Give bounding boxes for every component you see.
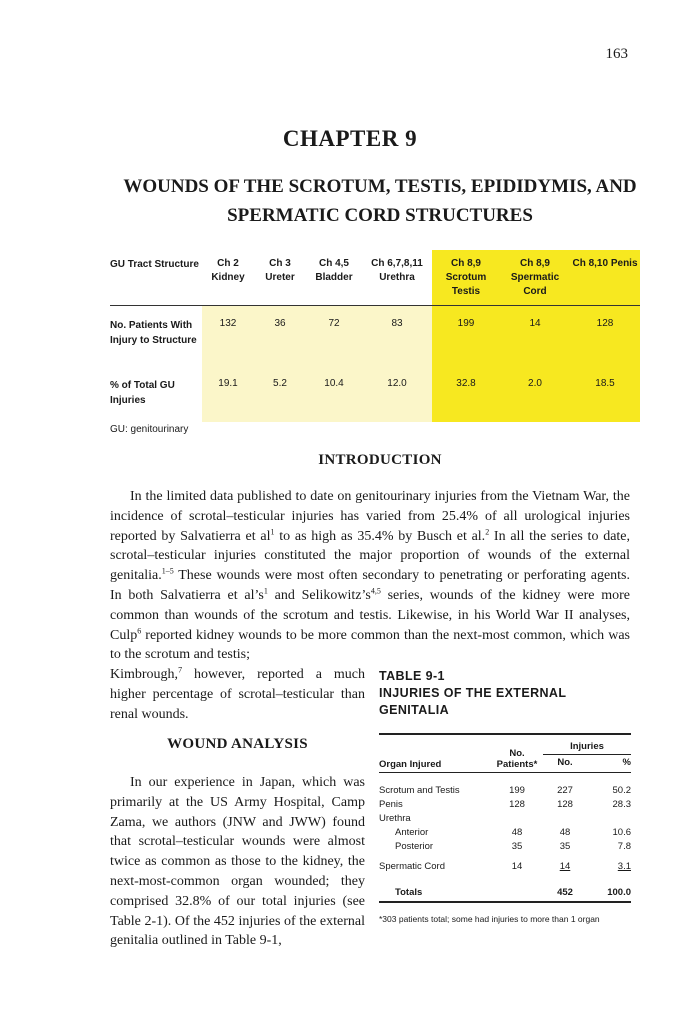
col-no-header: No. (543, 755, 587, 773)
patients-cell: 199 (509, 784, 525, 796)
organ-cell: Posterior (395, 840, 434, 852)
summary-footnote: GU: genitourinary (110, 424, 189, 435)
table-row (379, 825, 631, 839)
summary-col-header: Ch 2 Kidney (202, 250, 254, 306)
summary-row-label: No. Patients With Injury to Structure (110, 320, 197, 346)
injuries-no-cell: 14 (559, 860, 571, 872)
summary-row-percent (110, 372, 640, 422)
injuries-pct-cell: 50.2 (612, 784, 631, 796)
table-9-1 (379, 668, 631, 925)
text-run: and Selikowitz’s (267, 587, 371, 603)
col-injuries-header: Injuries (543, 734, 631, 755)
table-row (379, 811, 631, 825)
table-row (379, 853, 631, 873)
text-run: to as high as 35.4% by Busch et al. (274, 528, 486, 544)
patients-cell: 128 (509, 798, 525, 810)
summary-cell: 12.0 (362, 372, 432, 422)
totals-no: 452 (543, 873, 587, 902)
organ-cell: Scrotum and Testis (379, 784, 460, 796)
text-run: series, wounds of the kidney were more common than wounds of the scrotum and testis. Likewise, in his World War II analyses, Culp (110, 587, 630, 643)
citation: 4,5 (370, 586, 381, 596)
injuries-no-cell: 227 (557, 784, 573, 796)
summary-col-header: Ch 8,10 Penis (570, 250, 640, 306)
chapter-title: CHAPTER 9 (282, 126, 418, 151)
summary-cell: 132 (202, 306, 254, 373)
injuries-pct-cell (587, 811, 631, 825)
text-run: In our experience in Japan, which was primarily at the US Army Hospital, Camp Zama, we authors (JNW and JWW) found that scrotal–testicular wounds were almost twice as common as those to the kidney, the next-most-common organ wounded; they comprised 32.8% of our total injuries (see Table 2-1). Of the 452 injuries of the external genitalia outlined in Table 9-1, (110, 775, 365, 949)
chapter-subtitle: WOUNDS OF THE SCROTUM, TESTIS, EPIDIDYMIS, AND SPERMATIC CORD STRUCTURES (123, 176, 637, 226)
table-row (379, 783, 631, 797)
organ-cell: Spermatic Cord (379, 860, 445, 872)
injuries-pct-cell: 3.1 (617, 860, 631, 872)
table-row (379, 797, 631, 811)
introduction-paragraph (110, 487, 630, 665)
table-9-1-title: INJURIES OF THE EXTERNAL GENITALIA (379, 686, 567, 717)
injuries-pct-cell: 28.3 (612, 798, 631, 810)
page-number: 163 (605, 46, 628, 62)
summary-cell: 128 (570, 306, 640, 373)
text-run: however, reported a much higher percentage of scrotal–testicular than renal wounds. (110, 667, 365, 722)
summary-cell: 36 (254, 306, 306, 373)
citation: 7 (178, 665, 183, 675)
injuries-no-cell (543, 811, 587, 825)
summary-col-header: Ch 6,7,8,11 Urethra (362, 250, 432, 306)
wound-analysis-paragraph (110, 773, 365, 951)
summary-cell: 2.0 (500, 372, 570, 422)
patients-cell: 14 (511, 860, 523, 872)
summary-cell: 14 (500, 306, 570, 373)
injuries-no-cell: 35 (559, 840, 571, 852)
citation: 1–5 (161, 566, 174, 576)
summary-row-label: % of Total GU Injuries (110, 380, 175, 406)
injuries-pct-cell: 7.8 (617, 840, 631, 852)
totals-row (379, 873, 631, 902)
citation: 1 (270, 526, 275, 536)
gu-summary-table (110, 250, 640, 422)
patients-cell (491, 811, 543, 825)
introduction-continuation (110, 665, 365, 724)
citation: 2 (485, 526, 490, 536)
summary-cell: 72 (306, 306, 362, 373)
totals-label: Totals (379, 873, 491, 902)
organ-cell: Anterior (395, 826, 429, 838)
wound-analysis-heading: WOUND ANALYSIS (167, 736, 308, 752)
introduction-heading: INTRODUCTION (318, 452, 442, 468)
organ-cell: Penis (379, 798, 403, 810)
summary-cell: 10.4 (306, 372, 362, 422)
summary-cell: 83 (362, 306, 432, 373)
summary-cell: 199 (432, 306, 500, 373)
patients-cell: 35 (511, 840, 523, 852)
summary-cell: 32.8 (432, 372, 500, 422)
injuries-pct-cell: 10.6 (612, 826, 631, 838)
col-patients-header: No. Patients* (491, 734, 543, 773)
text-run: Kimbrough, (110, 667, 179, 682)
injuries-no-cell: 48 (559, 826, 571, 838)
summary-cell: 5.2 (254, 372, 306, 422)
citation: 1 (263, 586, 268, 596)
patients-cell: 48 (511, 826, 523, 838)
text-run: reported kidney wounds to be more common than the next-most common, which was to the scrotum and testis; (110, 627, 630, 663)
table-9-1-footnote: *303 patients total; some had injuries to more than 1 organ (379, 914, 600, 924)
text-run: In the limited data published to date on genitourinary injuries from the Vietnam War, the incidence of scrotal–testicular injuries has varied from 25.4% of all urological injuries reported by Salvatierra et al (110, 489, 630, 544)
col-pct-header: % (587, 755, 631, 773)
summary-cell: 18.5 (570, 372, 640, 422)
summary-col-header: Ch 8,9 Spermatic Cord (500, 250, 570, 306)
citation: 6 (137, 625, 142, 635)
summary-col-header: Ch 4,5 Bladder (306, 250, 362, 306)
text-run: These wounds were most often secondary to penetrating or perforating agents. In both Salvatierra et al’s (110, 568, 630, 603)
summary-col-header: Ch 3 Ureter (254, 250, 306, 306)
summary-col-header: Ch 8,9 Scrotum Testis (432, 250, 500, 306)
summary-cell: 19.1 (202, 372, 254, 422)
organ-cell: Urethra (379, 812, 411, 824)
injuries-no-cell: 128 (557, 798, 573, 810)
totals-pct: 100.0 (587, 873, 631, 902)
summary-corner-header: GU Tract Structure (110, 250, 202, 306)
table-row (379, 839, 631, 853)
col-organ-header: Organ Injured (379, 734, 491, 773)
table-9-1-label: TABLE 9-1 (379, 669, 445, 683)
summary-row-patients (110, 306, 640, 373)
text-run: In all the series to date, scrotal–testicular injuries constituted the major proportion of wounds of the external genitalia. (110, 528, 631, 584)
